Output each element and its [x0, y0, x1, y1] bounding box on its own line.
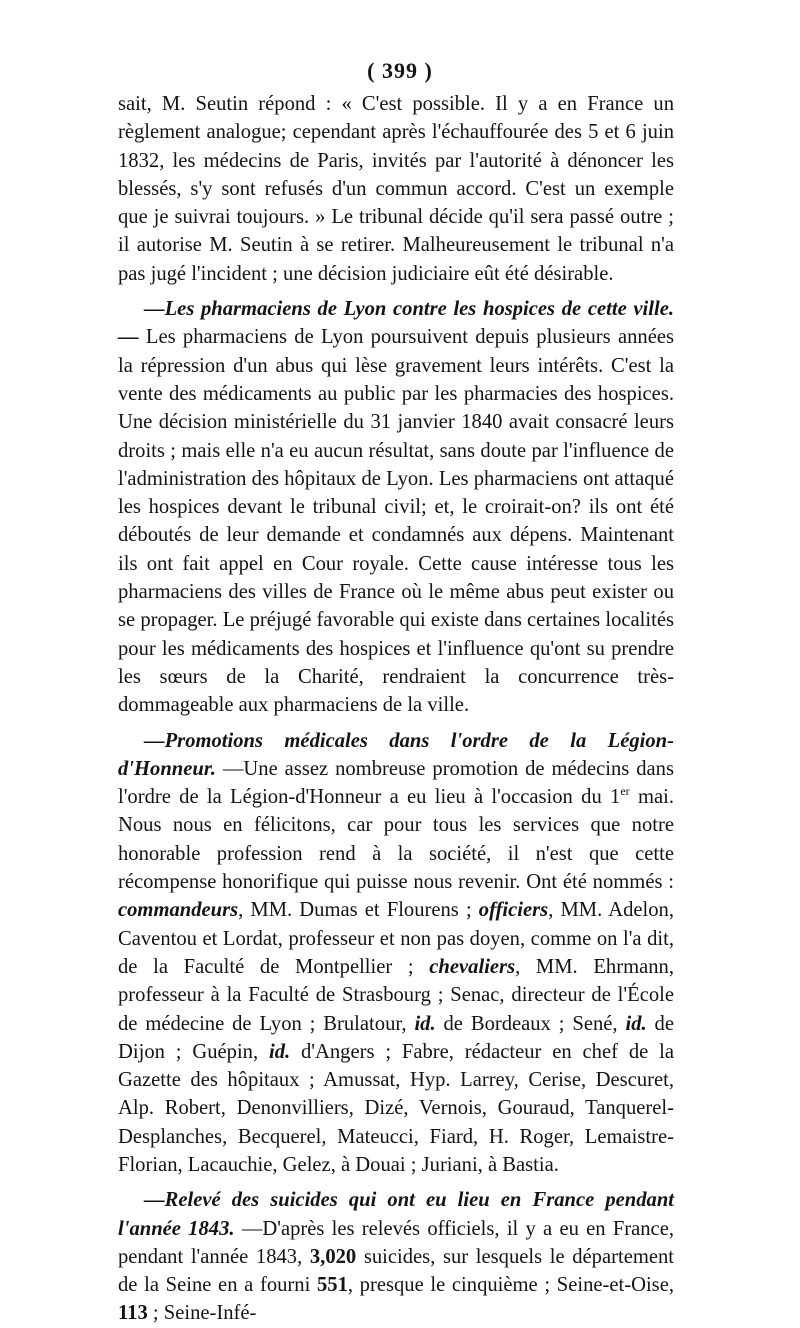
abbrev-id-1: id. [414, 1012, 436, 1035]
page-body [118, 90, 674, 1328]
suicides-text-3: , presque le cinquième ; Seine-et-Oise, [347, 1274, 674, 1297]
suicides-text-2: suicides, sur lesquels le département de la Seine en a fourni [118, 1245, 675, 1297]
section-title-promotions: —Promotions médicales dans l'ordre de la Légion-d'Honneur. [118, 729, 674, 780]
paragraph-pharmaciens-text: Les pharmaciens de Lyon poursuivent depuis plusieurs années la répression d'un abus qui lèse gravement leurs intérêts. C'est la vente des médicaments au public par les pharmacies des hospices. Une décision ministérielle du 31 janvier 1840 avait consacré leurs droits ; mais elle n'a eu aucun résultat, sans doute par l'influence de l'administration des hôpitaux de Lyon. Les pharmaciens ont attaqué les hospices devant le tribunal civil; et, le croirait-on? ils ont été déboutés de leur demande et condamnés aux dépens. Maintenant ils ont fait appel en Cour royale. Cette cause intéresse tous les pharmaciens des villes de France où le même abus peut exister ou se propager. Le préjugé favorable qui existe dans certaines localités pour les médicaments des hospices et l'influence qu'ont su prendre les sœurs de la Charité, rendraient la concurrence très-dommageable aux pharmaciens de la ville. [118, 326, 674, 717]
suicides-seine: 551 [316, 1274, 348, 1297]
suicides-text-4: ; Seine-Infé- [147, 1302, 257, 1325]
section-title-pharmaciens: —Les pharmaciens de Lyon contre les hospices de cette ville.— [118, 298, 674, 349]
paragraph-seutin [118, 90, 674, 288]
abbrev-id-3: id. [268, 1040, 291, 1063]
abbrev-id-2: id. [625, 1012, 647, 1035]
promotions-text-6: de Bordeaux ; Sené, [435, 1012, 626, 1035]
label-chevaliers: chevaliers [429, 955, 516, 978]
promotions-text-7: de Dijon ; Guépin, [118, 1012, 674, 1063]
paragraph-seutin-text: sait, M. Seutin répond : « C'est possible. Il y a en France un règlement analogue; cependant après l'échauffourée des 5 et 6 juin 1832, les médecins de Paris, invités par l'autorité à dénoncer les blessés, s'y sont refusés d'un commun accord. C'est un exemple que je suivrai toujours. » Le tribunal décide qu'il sera passé outre ; il autorise M. Seutin à se retirer. Malheureusement le tribunal n'a pas jugé l'incident ; une décision judiciaire eût été désirable. [118, 93, 674, 285]
suicides-text-1: —D'après les relevés officiels, il y a eu en France, pendant l'année 1843, [118, 1217, 674, 1268]
promotions-text-5: , MM. Ehrmann, professeur à la Faculté de Strasbourg ; Senac, directeur de l'École de médecine de Lyon ; Brulatour, [118, 955, 674, 1035]
promotions-text-8: d'Angers ; Fabre, rédacteur en chef de la Gazette des hôpitaux ; Amussat, Hyp. Larrey, Cerise, Descuret, Alp. Robert, Denonvilliers, Dizé, Vernois, Gouraud, Tanquerel-Desplanches, Becquerel, Mateucci, Fiard, H. Roger, Lemaistre-Florian, Lacauchie, Gelez, à Douai ; Juriani, à Bastia. [118, 1040, 674, 1176]
promotions-text-2: mai. Nous nous en félicitons, car pour tous les services que notre honorable profession rend à la société, il n'est que cette récompense honorifique qui puisse nous revenir. Ont été nommés : [118, 786, 674, 894]
promotions-superscript: er [620, 784, 630, 799]
section-title-suicides: —Relevé des suicides qui ont eu lieu en France pendant l'année 1843. [118, 1189, 674, 1240]
promotions-text-1: —Une assez nombreuse promotion de médecins dans l'ordre de la Légion-d'Honneur a eu lieu à l'occasion du 1 [118, 757, 674, 809]
page-number: ( 399 ) [367, 58, 433, 83]
suicides-seine-et-oise: 113 [118, 1302, 148, 1325]
promotions-text-4: , MM. Adelon, Caventou et Lordat, professeur et non pas doyen, comme on l'a dit, de la Faculté de Montpellier ; [118, 899, 674, 978]
paragraph-suicides [118, 1186, 674, 1327]
suicides-total: 3,020 [309, 1245, 357, 1268]
label-commandeurs: commandeurs [118, 899, 239, 922]
paragraph-pharmaciens-lyon [118, 295, 674, 719]
promotions-text-3: , MM. Dumas et Flourens ; [238, 899, 479, 922]
label-officiers: officiers [478, 899, 549, 922]
paragraph-promotions [118, 727, 674, 1180]
